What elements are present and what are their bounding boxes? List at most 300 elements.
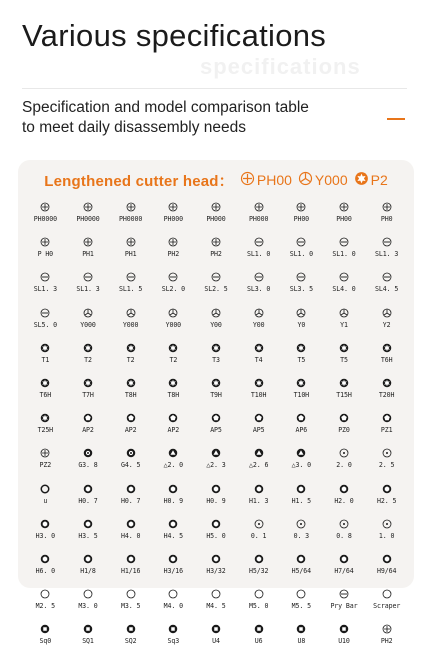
header-divider [22, 88, 407, 89]
bit-cell [280, 341, 323, 376]
bit-label: H5/64 [291, 566, 311, 575]
phillips-icon [296, 202, 306, 212]
bit-cell [67, 482, 110, 517]
slotted-icon [211, 272, 221, 282]
bit-cell [152, 517, 195, 552]
bit-cell [365, 270, 408, 305]
page-title: Various specifications [22, 18, 327, 53]
bit-cell [323, 200, 366, 235]
bit-cell [365, 587, 408, 622]
dot-circle-icon [254, 519, 264, 529]
bit-label: M3. 5 [120, 602, 141, 611]
bit-label: T6H [39, 390, 52, 399]
tri-wing-icon [83, 308, 93, 318]
square-icon [83, 624, 93, 634]
circle-icon [211, 589, 221, 599]
hex-icon [126, 554, 136, 564]
bit-label: SL5. 0 [33, 320, 57, 329]
phillips-icon [83, 202, 93, 212]
bit-label: △2. 3 [206, 461, 226, 470]
gear-icon [126, 448, 136, 458]
pentalobe-icon [168, 413, 178, 423]
bit-label: T20H [378, 390, 395, 399]
bit-label: 0. 3 [293, 531, 310, 540]
bit-cell [152, 552, 195, 587]
bit-cell [152, 270, 195, 305]
hex-icon [254, 554, 264, 564]
circle-icon [296, 589, 306, 599]
ring-icon [40, 484, 50, 494]
bit-cell [237, 587, 280, 622]
cutter-head-heading: Lengthened cutter head： [44, 172, 234, 190]
bit-label: T2 [169, 355, 178, 364]
tri-wing-icon [296, 308, 306, 318]
bit-cell [67, 270, 110, 305]
bit-label: △3. 0 [291, 461, 311, 470]
bit-label: T10H [250, 390, 267, 399]
bit-label: Pry Bar [330, 602, 358, 611]
torx-icon [40, 413, 50, 423]
bit-label: SL1. 0 [289, 250, 313, 259]
bit-cell [365, 446, 408, 481]
square-icon [339, 624, 349, 634]
bit-label: Scraper [373, 602, 401, 611]
page-subtitle [22, 98, 382, 138]
bit-label: M2. 5 [35, 602, 55, 611]
hex-icon [382, 484, 392, 494]
square-icon [126, 624, 136, 634]
bit-cell [67, 235, 110, 270]
bit-cell [67, 200, 110, 235]
title-watermark: specifications [200, 54, 361, 79]
bit-label: T10H [293, 390, 310, 399]
bit-label: T5 [297, 355, 306, 364]
bit-cell [323, 341, 366, 376]
square-icon [296, 624, 306, 634]
bit-label: u [43, 496, 48, 505]
hex-icon [339, 554, 349, 564]
bit-cell [365, 622, 408, 657]
slotted-icon [254, 237, 264, 247]
bit-label: Y00 [252, 320, 265, 329]
slotted-icon [382, 237, 392, 247]
bit-cell [237, 341, 280, 376]
bit-cell [109, 341, 152, 376]
bit-label: AP2 [82, 426, 94, 435]
bit-cell [24, 235, 67, 270]
dot-circle-icon [339, 519, 349, 529]
bit-cell [152, 482, 195, 517]
bit-label: SL1. 0 [332, 250, 356, 259]
bit-cell [365, 306, 408, 341]
bit-label: PH2 [167, 250, 180, 259]
bit-cell [24, 552, 67, 587]
bit-label: PH000 [248, 215, 269, 223]
bit-cell [280, 517, 323, 552]
slotted-icon [339, 272, 349, 282]
bit-label: PZ2 [39, 461, 52, 470]
bit-cell [323, 376, 366, 411]
triangle-icon [296, 448, 306, 458]
bit-cell [24, 341, 67, 376]
bit-label: SL4. 5 [375, 285, 399, 294]
hex-icon [83, 484, 93, 494]
torx-icon [254, 343, 264, 353]
bit-label: PH2 [380, 637, 393, 646]
legend-label: PH00 [256, 172, 292, 188]
hex-icon [296, 484, 306, 494]
bit-cell [237, 622, 280, 657]
phillips-icon [211, 202, 221, 212]
bit-cell [24, 376, 67, 411]
bit-cell [237, 306, 280, 341]
bit-cell [67, 411, 110, 446]
bit-label: SL2. 5 [204, 285, 228, 294]
torx-icon [126, 343, 136, 353]
slotted-icon [254, 272, 264, 282]
bit-label: SL1. 3 [33, 285, 57, 294]
phillips-icon [83, 237, 93, 247]
bit-label: 0. 1 [250, 531, 267, 540]
slotted-icon [168, 272, 178, 282]
bit-cell [280, 446, 323, 481]
bit-cell [109, 446, 152, 481]
bit-label: H0. 7 [120, 496, 141, 505]
hex-icon [126, 519, 136, 529]
dot-circle-icon [296, 519, 306, 529]
bit-cell [237, 482, 280, 517]
square-icon [211, 624, 221, 634]
bit-cell [109, 376, 152, 411]
bit-cell [109, 235, 152, 270]
bit-label: T15H [336, 390, 352, 399]
bit-label: H3/32 [206, 566, 226, 575]
bit-label: G3. 8 [78, 461, 98, 470]
bit-cell [280, 306, 323, 341]
bit-label: PH00 [336, 215, 352, 223]
hex-icon [211, 554, 221, 564]
slotted-icon [126, 272, 136, 282]
bit-label: SL1. 0 [247, 250, 271, 259]
bit-label: SL1. 3 [375, 250, 399, 259]
bit-cell [24, 622, 67, 657]
bit-label: H1/8 [80, 566, 96, 575]
bit-label: PH000 [206, 215, 226, 223]
bit-label: T4 [254, 355, 263, 364]
tri-wing-icon [339, 308, 349, 318]
bit-label: T25H [37, 426, 54, 435]
torx-icon [83, 378, 93, 388]
bit-label: SQ2 [124, 637, 137, 646]
bit-label: T5 [340, 355, 348, 364]
bit-cell [67, 552, 110, 587]
bit-cell [24, 587, 67, 622]
bit-label: PH0000 [119, 215, 143, 223]
bit-cell [237, 446, 280, 481]
bit-label: H0. 9 [206, 496, 226, 505]
bit-label: AP5 [252, 426, 265, 435]
bit-cell [237, 552, 280, 587]
bit-label: Y00 [210, 320, 222, 329]
bit-cell [195, 517, 238, 552]
phillips-icon [168, 202, 178, 212]
phillips-icon [126, 202, 136, 212]
bit-label: PH2 [210, 250, 222, 259]
bit-label: Y0 [297, 320, 306, 329]
bit-cell [195, 552, 238, 587]
legend-item-y000 [298, 171, 348, 189]
bit-label: U6 [254, 637, 263, 646]
bit-label: PH0000 [33, 215, 57, 223]
slotted-icon [296, 237, 306, 247]
bit-label: Y1 [340, 320, 348, 329]
bit-cell [109, 270, 152, 305]
phillips-icon [168, 237, 178, 247]
circle-icon [83, 589, 93, 599]
subtitle-line-2: to meet daily disassembly needs [22, 119, 247, 136]
legend-item-ph00 [240, 171, 292, 189]
bit-label: SL1. 5 [119, 285, 143, 294]
triangle-icon [254, 448, 264, 458]
hex-icon [211, 484, 221, 494]
bit-cell [152, 341, 195, 376]
bit-cell [195, 446, 238, 481]
bit-cell [152, 200, 195, 235]
bit-cell [280, 376, 323, 411]
hex-icon [168, 554, 178, 564]
bit-label: SL2. 0 [161, 285, 185, 294]
hex-icon [382, 554, 392, 564]
bit-cell [67, 517, 110, 552]
bit-label: M5. 0 [248, 602, 269, 611]
bit-cell [237, 235, 280, 270]
torx-icon [382, 343, 392, 353]
torx-icon [211, 378, 221, 388]
bit-cell [67, 622, 110, 657]
bit-cell [323, 552, 366, 587]
bit-label: H3/16 [163, 566, 183, 575]
bit-cell [323, 622, 366, 657]
legend-label: Y000 [314, 172, 348, 188]
bit-label: AP2 [124, 426, 137, 435]
bit-cell [67, 446, 110, 481]
bit-cell [24, 411, 67, 446]
bit-cell [280, 552, 323, 587]
torx-icon [339, 343, 349, 353]
bit-cell [109, 306, 152, 341]
pentalobe-icon [339, 413, 349, 423]
bit-cell [280, 622, 323, 657]
bit-cell [280, 482, 323, 517]
bit-cell [365, 482, 408, 517]
hex-icon [168, 519, 178, 529]
bit-label: Y000 [122, 320, 139, 329]
bit-label: 1. 0 [378, 531, 395, 540]
bit-label: T8H [167, 390, 180, 399]
hex-icon [40, 554, 50, 564]
pentalobe-icon [211, 413, 221, 423]
bit-label: M3. 0 [78, 602, 98, 611]
hex-icon [254, 484, 264, 494]
hex-icon [168, 484, 178, 494]
tri-wing-icon [168, 308, 178, 318]
bit-label: SQ1 [82, 637, 94, 646]
bit-label: △2. 0 [163, 461, 183, 470]
torx-icon [382, 378, 392, 388]
bit-cell [195, 306, 238, 341]
bit-label: Sq3 [167, 637, 180, 646]
phillips-icon [40, 202, 50, 212]
bit-label: SL3. 5 [289, 285, 313, 294]
phillips-icon [254, 202, 264, 212]
bit-label: T8H [124, 390, 137, 399]
hex-icon [296, 554, 306, 564]
bit-cell [109, 517, 152, 552]
bit-label: SL4. 0 [332, 285, 356, 294]
bit-label: H7/64 [334, 566, 354, 575]
triangle-icon [168, 448, 178, 458]
bit-label: G4. 5 [120, 461, 141, 470]
bit-cell [195, 587, 238, 622]
legend-label: P2 [370, 172, 388, 188]
bit-cell [152, 306, 195, 341]
circle-icon [40, 589, 50, 599]
phillips-icon [382, 624, 392, 634]
bit-cell [109, 482, 152, 517]
torx-icon [339, 378, 349, 388]
hex-icon [126, 484, 136, 494]
bit-label: SL1. 3 [76, 285, 100, 294]
bit-label: PH00 [293, 215, 310, 223]
bit-cell [152, 235, 195, 270]
bit-label: T2 [84, 355, 92, 364]
square-icon [40, 624, 50, 634]
bit-cell [109, 411, 152, 446]
torx-icon [168, 343, 178, 353]
bit-label: SL3. 0 [247, 285, 271, 294]
bit-cell [195, 270, 238, 305]
bit-label: H1/16 [120, 566, 141, 575]
bit-label: 2. 0 [336, 461, 352, 470]
bit-cell [280, 587, 323, 622]
bit-label: PH0 [380, 215, 393, 223]
bit-label: PZ1 [380, 426, 393, 435]
bit-label: AP6 [295, 426, 308, 435]
phillips-icon [211, 237, 221, 247]
slotted-icon [296, 272, 306, 282]
bit-cell [109, 200, 152, 235]
pentalobe-icon [382, 413, 392, 423]
slotted-icon [339, 589, 349, 599]
bit-label: H0. 9 [163, 496, 183, 505]
tri-wing-icon [254, 308, 264, 318]
dot-circle-icon [382, 519, 392, 529]
subtitle-line-1: Specification and model comparison table [22, 99, 309, 116]
hex-icon [339, 484, 349, 494]
bit-cell [152, 446, 195, 481]
bit-label: H2. 0 [334, 496, 354, 505]
tri-wing-icon [298, 171, 313, 189]
bit-label: H6. 0 [35, 566, 55, 575]
bit-label: Y2 [382, 320, 391, 329]
bit-label: H3. 0 [35, 531, 55, 540]
bit-cell [109, 622, 152, 657]
bit-cell [323, 587, 366, 622]
bit-cell [24, 446, 67, 481]
pentalobe-icon [254, 413, 264, 423]
hex-icon [83, 554, 93, 564]
bit-cell [280, 411, 323, 446]
bit-cell [67, 587, 110, 622]
bit-label: PH000 [163, 215, 183, 223]
bit-label: Y000 [165, 320, 182, 329]
bit-cell [195, 622, 238, 657]
bit-label: P H0 [37, 250, 54, 259]
bit-cell [280, 270, 323, 305]
bit-cell [323, 446, 366, 481]
phillips-icon [382, 202, 392, 212]
slotted-icon [40, 308, 50, 318]
bit-cell [109, 552, 152, 587]
phillips-icon [339, 202, 349, 212]
bit-cell [365, 235, 408, 270]
bit-cell [323, 235, 366, 270]
bit-cell [152, 411, 195, 446]
torx-icon [40, 378, 50, 388]
bit-cell [195, 376, 238, 411]
phillips-icon [240, 171, 255, 189]
bit-label: 0. 8 [336, 531, 352, 540]
bit-cell [323, 306, 366, 341]
torx-icon [211, 343, 221, 353]
bit-label: H2. 5 [376, 496, 397, 505]
bit-label: T7H [82, 390, 94, 399]
torx-icon [83, 343, 93, 353]
cutter-head-legend [18, 169, 414, 191]
bit-label: △2. 6 [248, 461, 269, 470]
bit-cell [24, 517, 67, 552]
hex-icon [83, 519, 93, 529]
bit-label: Sq0 [39, 637, 52, 646]
bit-label: H1. 3 [248, 496, 269, 505]
dot-circle-icon [382, 448, 392, 458]
pentalobe-icon [296, 413, 306, 423]
bit-label: H3. 5 [78, 531, 98, 540]
tri-wing-icon [211, 308, 221, 318]
gear-icon [83, 448, 93, 458]
bit-cell [109, 587, 152, 622]
phillips-icon [126, 237, 136, 247]
bit-cell [24, 482, 67, 517]
bit-cell [323, 411, 366, 446]
bit-label: T2 [126, 355, 135, 364]
circle-icon [382, 589, 392, 599]
bit-cell [237, 270, 280, 305]
slotted-icon [339, 237, 349, 247]
slotted-icon [83, 272, 93, 282]
bit-label: U10 [338, 637, 350, 646]
bit-cell [195, 235, 238, 270]
torx-icon [296, 378, 306, 388]
circle-icon [254, 589, 264, 599]
bit-label: PH1 [82, 250, 94, 259]
bit-label: PH1 [124, 250, 137, 259]
bit-label: T3 [212, 355, 220, 364]
bit-cell [323, 270, 366, 305]
bit-label: H5/32 [248, 566, 269, 575]
circle-icon [168, 589, 178, 599]
square-icon [168, 624, 178, 634]
